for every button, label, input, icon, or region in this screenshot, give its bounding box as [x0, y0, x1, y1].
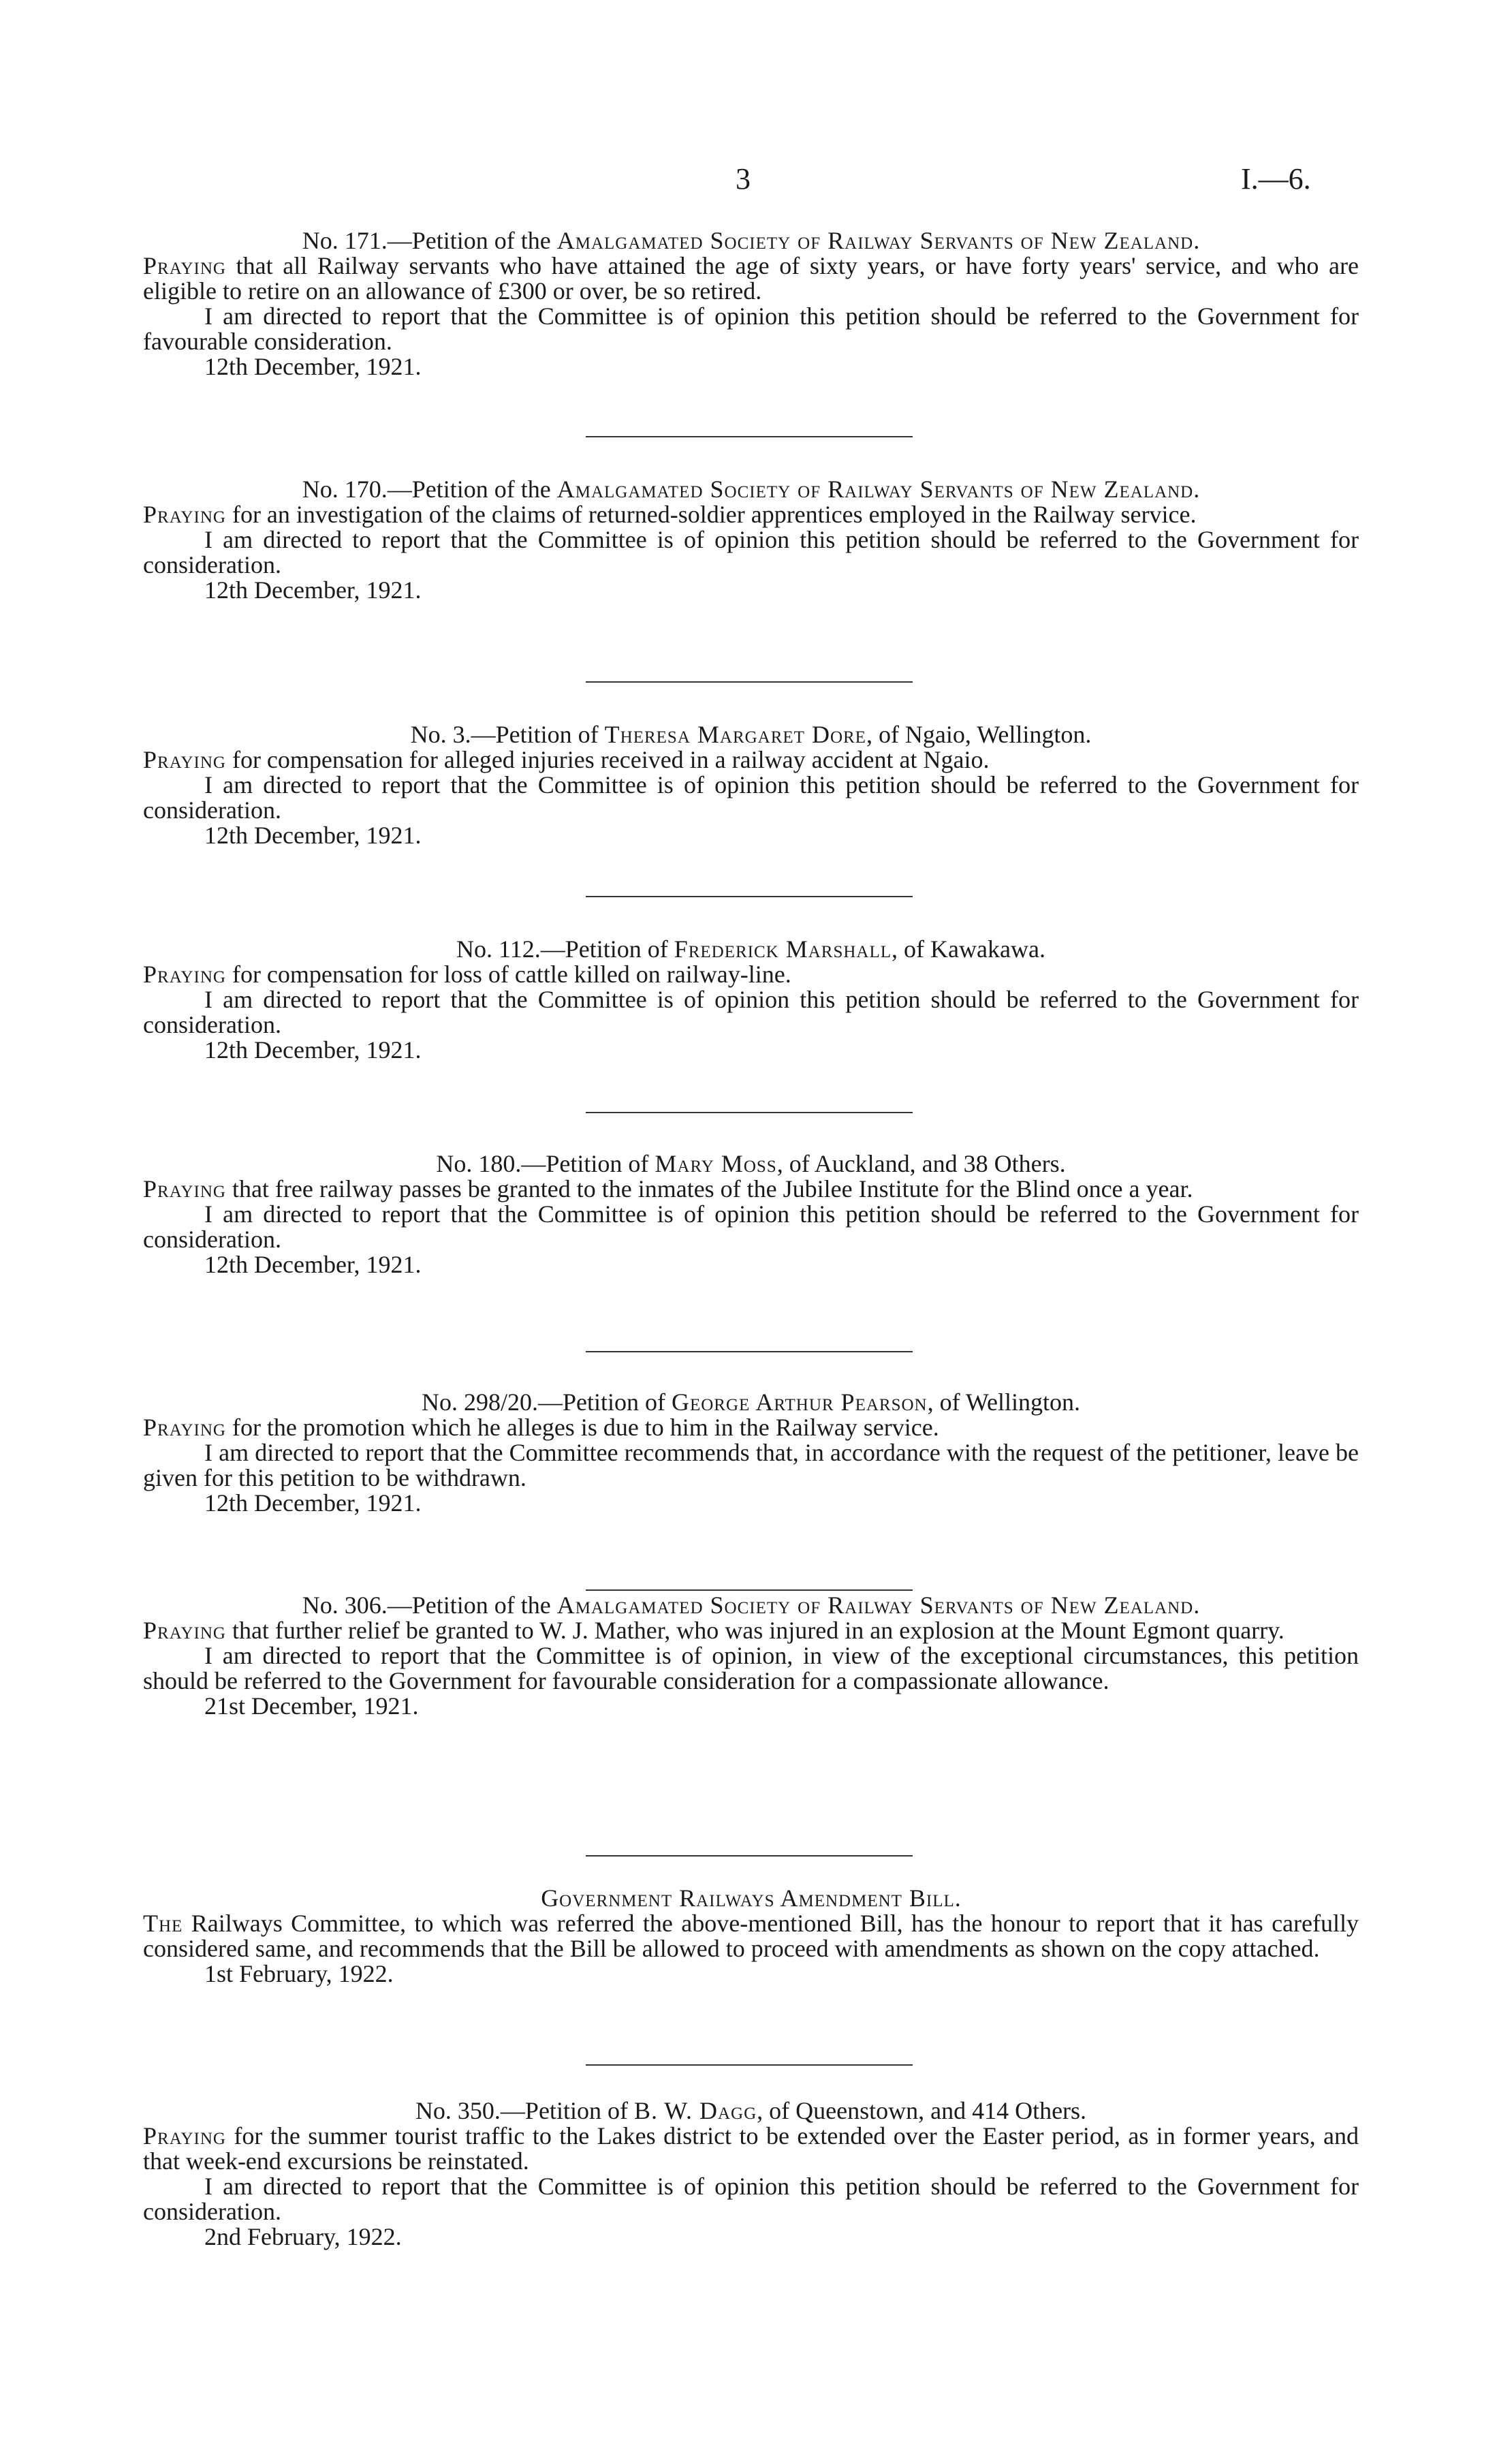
report-date: 12th December, 1921. — [204, 1251, 422, 1278]
committee-report: I am directed to report that the Committee is of opinion this petition should be referred to the Government for consideration. — [143, 526, 1359, 578]
page-number: 3 — [736, 162, 751, 196]
committee-report: I am directed to report that the Committee is of opinion this petition should be referred to the Government for consideration. — [143, 986, 1359, 1038]
section-divider — [586, 681, 913, 683]
committee-report: I am directed to report that the Committee is of opinion this petition should be referred to the Government for consideration. — [143, 2173, 1359, 2225]
prayer-text: Praying for the summer tourist traffic to the Lakes district to be extended over the Easter period, as in former years, and that week-end excursions be reinstated. — [143, 2122, 1359, 2175]
committee-report: I am directed to report that the Committee recommends that, in accordance with the request of the petitioner, leave be given for this petition to be withdrawn. — [143, 1439, 1359, 1491]
section-divider — [586, 2064, 913, 2066]
petition-entry — [143, 722, 1359, 848]
bill-report-entry — [143, 1886, 1359, 1987]
petition-entry — [143, 1390, 1359, 1516]
petition-entry — [143, 1593, 1359, 1719]
petition-entry — [143, 228, 1359, 379]
petition-entry — [143, 2098, 1359, 2250]
prayer-text: Praying that free railway passes be granted to the inmates of the Jubilee Institute for the Blind once a year. — [143, 1175, 1193, 1202]
section-divider — [586, 1112, 913, 1113]
report-date: 12th December, 1921. — [204, 353, 422, 380]
petition-heading: No. 306.—Petition of the Amalgamated Society of Railway Servants of New Zealand. — [302, 1591, 1200, 1619]
prayer-text: Praying for the promotion which he alleges is due to him in the Railway service. — [143, 1414, 939, 1441]
petition-heading: No. 350.—Petition of B. W. Dagg, of Queenstown, and 414 Others. — [415, 2097, 1087, 2124]
petition-heading: No. 112.—Petition of Frederick Marshall, of Kawakawa. — [456, 935, 1045, 963]
prayer-text: Praying that further relief be granted to W. J. Mather, who was injured in an explosion at the Mount Egmont quarry. — [143, 1617, 1285, 1644]
prayer-text: Praying for an investigation of the claims of returned-soldier apprentices employed in the Railway service. — [143, 501, 1197, 528]
committee-report: I am directed to report that the Committee is of opinion, in view of the exceptional circumstances, this petition should be referred to the Government for favourable consideration for a compassionate allowance. — [143, 1642, 1359, 1694]
petition-heading: No. 180.—Petition of Mary Moss, of Auckland, and 38 Others. — [436, 1150, 1066, 1177]
prayer-text: Praying that all Railway servants who have attained the age of sixty years, or have forty years' service, and who are eligible to retire on an allowance of £300 or over, be so retired. — [143, 252, 1359, 305]
bill-report-text: The Railways Committee, to which was referred the above-mentioned Bill, has the honour to report that it has carefully considered same, and recommends that the Bill be allowed to proceed with amendments as shown on the copy attached. — [143, 1910, 1359, 1962]
petition-heading: No. 170.—Petition of the Amalgamated Society of Railway Servants of New Zealand. — [302, 476, 1200, 503]
petition-entry — [143, 937, 1359, 1063]
section-divider — [586, 1589, 913, 1591]
document-reference: I.—6. — [1241, 162, 1311, 196]
report-date: 12th December, 1921. — [204, 822, 422, 849]
prayer-text: Praying for compensation for alleged injuries received in a railway accident at Ngaio. — [143, 746, 990, 773]
committee-report: I am directed to report that the Committee is of opinion this petition should be referred to the Government for favourable consideration. — [143, 302, 1359, 355]
petition-entry — [143, 477, 1359, 603]
report-date: 21st December, 1921. — [204, 1692, 419, 1720]
section-divider — [586, 1855, 913, 1857]
section-divider — [586, 1351, 913, 1352]
report-date: 1st February, 1922. — [204, 1960, 394, 1987]
petition-heading: No. 298/20.—Petition of George Arthur Pearson, of Wellington. — [421, 1388, 1081, 1416]
report-date: 12th December, 1921. — [204, 1489, 422, 1517]
petition-entry — [143, 1151, 1359, 1277]
report-date: 2nd February, 1922. — [204, 2223, 402, 2250]
section-divider — [586, 436, 913, 437]
committee-report: I am directed to report that the Committee is of opinion this petition should be referred to the Government for consideration. — [143, 1200, 1359, 1253]
section-divider — [586, 896, 913, 897]
prayer-text: Praying for compensation for loss of cattle killed on railway-line. — [143, 961, 791, 988]
report-date: 12th December, 1921. — [204, 1036, 422, 1063]
report-date: 12th December, 1921. — [204, 576, 422, 604]
petition-heading: No. 171.—Petition of the Amalgamated Society of Railway Servants of New Zealand. — [302, 227, 1200, 254]
committee-report: I am directed to report that the Committee is of opinion this petition should be referred to the Government for consideration. — [143, 771, 1359, 824]
bill-heading: Government Railways Amendment Bill. — [541, 1884, 961, 1912]
petition-heading: No. 3.—Petition of Theresa Margaret Dore, of Ngaio, Wellington. — [410, 721, 1092, 748]
